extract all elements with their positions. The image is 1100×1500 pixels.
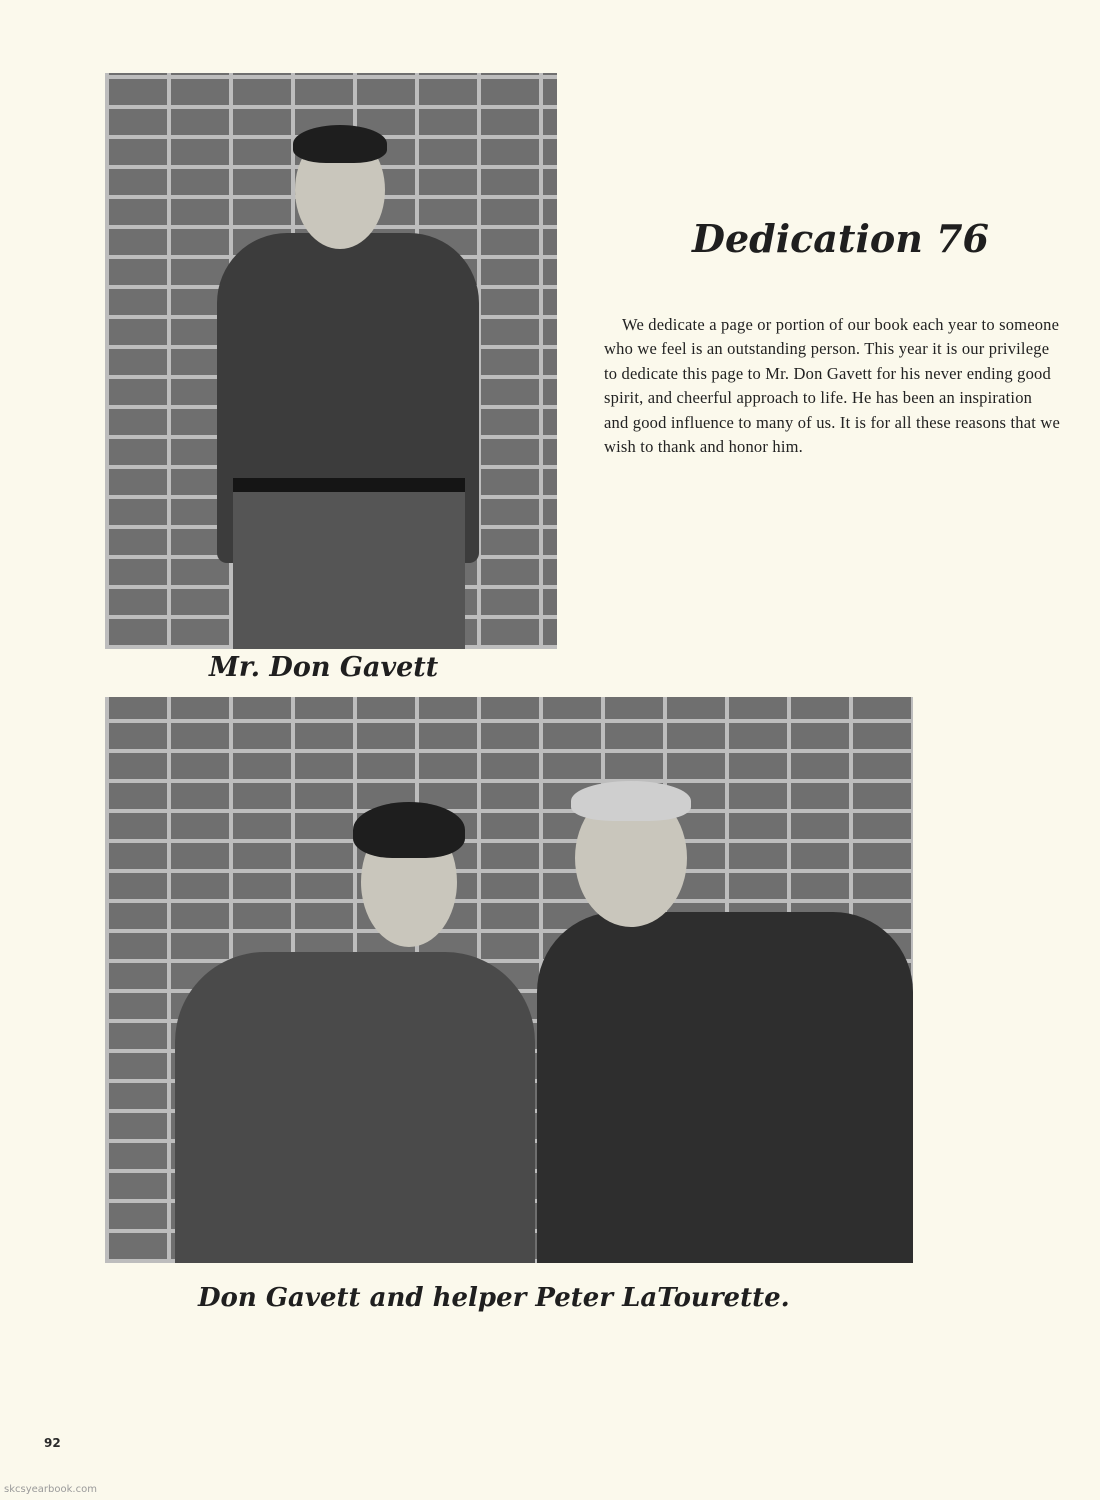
standing-man-hair (293, 125, 387, 163)
standing-man-pants (233, 483, 465, 649)
portrait-photo (105, 73, 557, 649)
young-man-body (175, 952, 535, 1263)
dedication-paragraph: We dedicate a page or portion of our book each year to someone who we feel is an outstanding person. This year it is our privilege to dedicate this page to Mr. Don Gavett for his never ending good spirit, and cheerful approach to life. He has been an inspiration and good influence to many of us. It is for all these reasons that we wish to thank and honor him. (604, 315, 1060, 457)
older-man-hair (571, 781, 691, 821)
young-man-hair (353, 802, 465, 858)
group-photo (105, 697, 913, 1263)
dedication-title: Dedication 76 (692, 216, 989, 261)
group-caption: Don Gavett and helper Peter LaTourette. (198, 1283, 790, 1313)
portrait-caption: Mr. Don Gavett (209, 652, 439, 683)
standing-man-belt (233, 478, 465, 492)
older-man-body (537, 912, 913, 1263)
site-watermark: skcsyearbook.com (4, 1484, 97, 1495)
page-number: 92 (44, 1436, 61, 1450)
